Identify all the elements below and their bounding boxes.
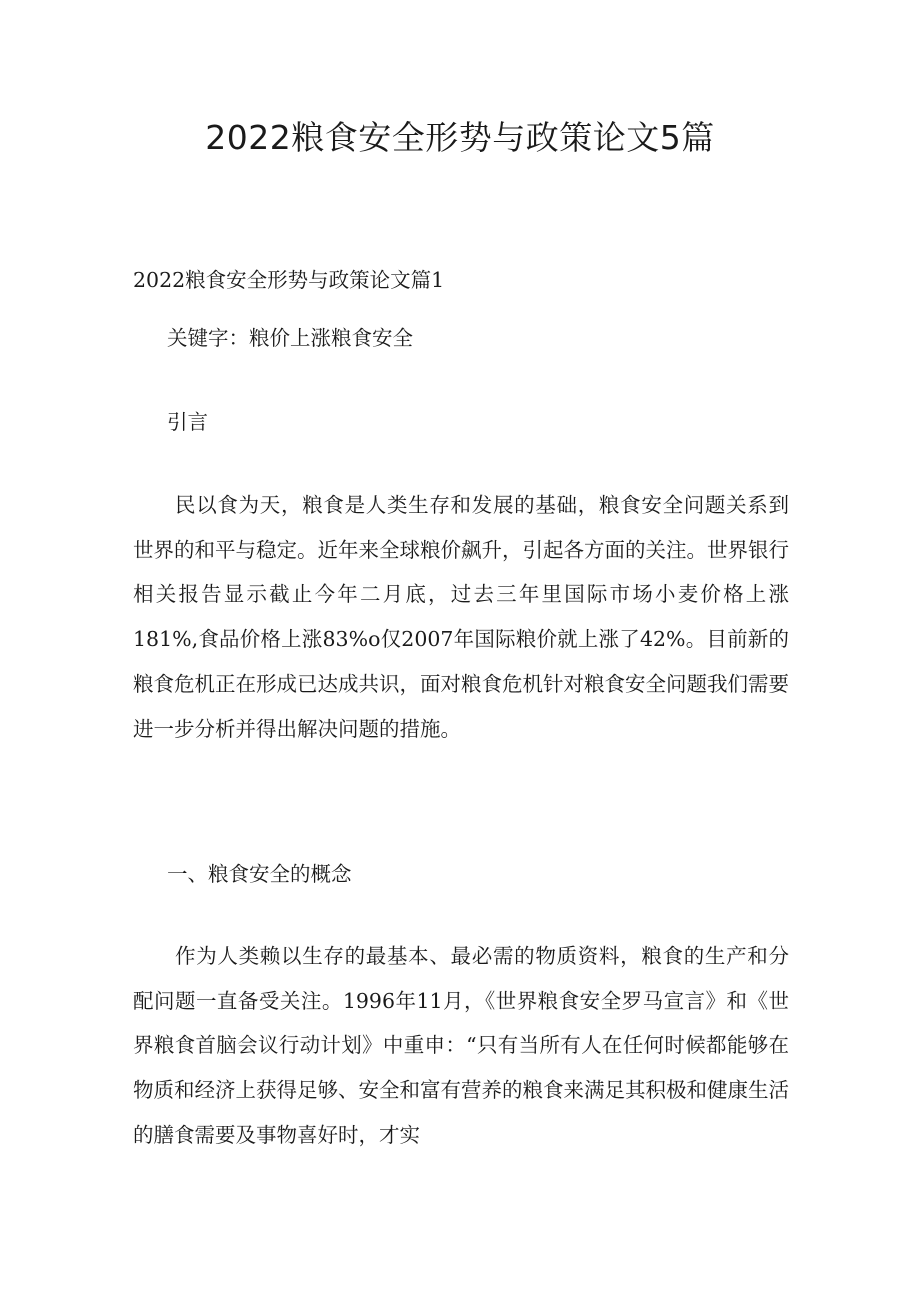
section-heading-food-security-concept: 一、粮食安全的概念 — [167, 862, 352, 886]
intro-heading: 引言 — [167, 410, 208, 434]
article-heading: 2022粮食安全形势与政策论文篇1 — [133, 268, 445, 292]
document-title: 2022粮食安全形势与政策论文5篇 — [205, 118, 715, 157]
intro-paragraph: 民以食为天，粮食是人类生存和发展的基础，粮食安全问题关系到世界的和平与稳定。近年来全球粮价飙升，引起各方面的关注。世界银行相关报告显示截止今年二月底，过去三年里国际市场小麦价格上涨181%,食品价格上涨83%o仅2007年国际粮价就上涨了42%。目前新的粮食危机正在形成已达成共识，面对粮食危机针对粮食安全问题我们需要进一步分析并得出解决问题的措施。 — [133, 493, 789, 741]
keywords-line: 关键字：粮价上涨粮食安全 — [167, 326, 413, 350]
section-paragraph: 作为人类赖以生存的最基本、最必需的物质资料，粮食的生产和分配问题一直备受关注。1996年11月，《世界粮食安全罗马宣言》和《世界粮食首脑会议行动计划》中重申：“只有当所有人在任何时候都能够在物质和经济上获得足够、安全和富有营养的粮食来满足其积极和健康生活的膳食需要及事物喜好时，才实 — [133, 944, 789, 1147]
